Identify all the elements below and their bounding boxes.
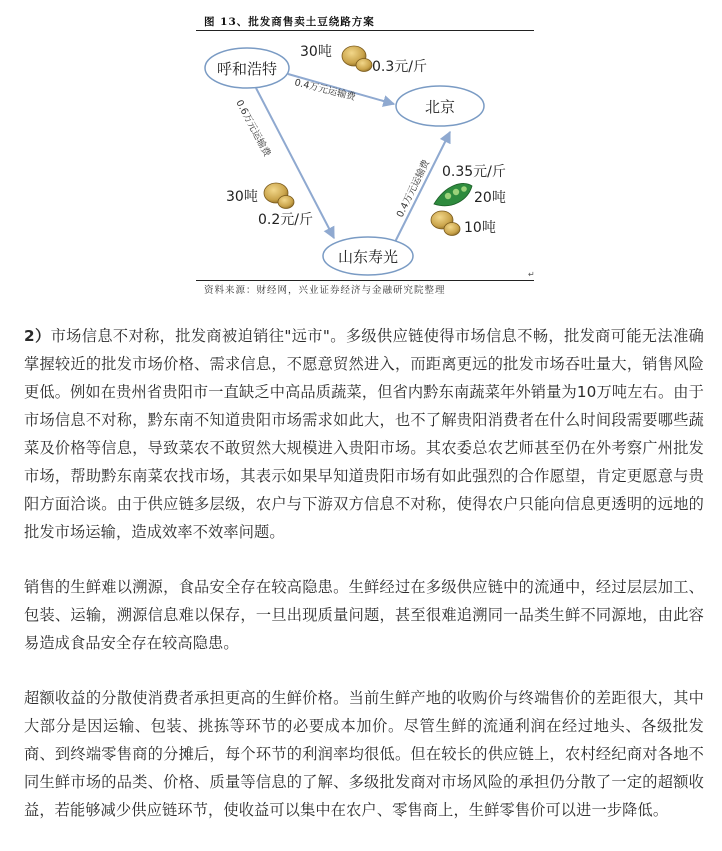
beijing-price: 0.35元/斤 [442, 164, 506, 180]
article-body [24, 322, 704, 851]
paragraph-traceability [24, 573, 704, 657]
paragraph-text: 销售的生鲜难以溯源，食品安全存在较高隐患。生鲜经过在多级供应链中的流通中，经过层层加工、包装、运输，溯源信息难以保存，一旦出现质量问题，甚至很难追溯同一品类生鲜不同源地，由此容易造成食品安全存在较高隐患。 [24, 578, 704, 652]
edge-label-hohhot-shandong: 0.6万元运输费 [233, 98, 273, 159]
potato-icon [431, 211, 460, 236]
node-label-shandong: 山东寿光 [337, 248, 399, 266]
potato-icon [264, 183, 294, 209]
shandong-price: 0.2元/斤 [258, 212, 313, 228]
edge-label-shandong-beijing: 0.4万元运输费 [394, 158, 433, 220]
figure-13 [196, 8, 536, 300]
paragraph-text: 超额收益的分散使消费者承担更高的生鲜价格。当前生鲜产地的收购价与终端售价的差距很大，其中大部分是因运输、包装、挑拣等环节的必要成本加价。尽管生鲜的流通利润在经过地头、各级批发商、到终端零售商的分摊后，每个环节的利润率均很低。但在较长的供应链上，农村经纪商对各地不同生鲜市场的品类、价格、质量等信息的了解、多级批发商对市场风险的承担仍分散了一定的超额收益，若能够减少供应链环节，使收益可以集中在农户、零售商上，生鲜零售价可以进一步降低。 [24, 689, 704, 819]
hohhot-qty: 30吨 [300, 44, 332, 60]
paragraph-text: 市场信息不对称，批发商被迫销往"远市"。多级供应链使得市场信息不畅，批发商可能无法准确掌握较近的批发市场价格、需求信息，不愿意贸然进入，而距离更远的批发市场吞吐量大，销售风险更低。例如在贵州省贵阳市一直缺乏中高品质蔬菜，但省内黔东南蔬菜年外销量为10万吨左右。由于市场信息不对称，黔东南不知道贵阳市场需求如此大，也不了解贵阳消费者在什么时间段需要哪些蔬菜及价格等信息，导致菜农不敢贸然大规模进入贵阳市场。其农委总农艺师甚至仍在外考察广州批发市场，帮助黔东南菜农找市场，其表示如果早知道贵阳市场有如此强烈的合作愿望，肯定更愿意与贵阳方面洽谈。由于供应链多层级，农户与下游双方信息不对称，使得农户只能向信息更透明的远地的批发市场运输，造成效率不效率问题。 [24, 327, 705, 541]
paragraph-number: 2） [24, 327, 51, 345]
node-label-beijing: 北京 [424, 98, 456, 116]
beijing-qty-2: 10吨 [464, 220, 496, 236]
return-mark: ↵ [528, 270, 535, 279]
peapod-icon [434, 183, 472, 205]
edge-label-hohhot-beijing: 0.4万元运输费 [293, 77, 357, 104]
potato-icon [342, 46, 372, 72]
node-label-hohhot: 呼和浩特 [216, 60, 278, 78]
paragraph-market-info [24, 322, 704, 546]
route-diagram [196, 8, 536, 280]
paragraph-excess-profit [24, 684, 704, 824]
figure-title: 图 13、批发商售卖土豆绕路方案 [204, 16, 375, 28]
figure-bottom-rule [196, 280, 534, 281]
hohhot-price: 0.3元/斤 [372, 59, 427, 75]
shandong-qty: 30吨 [226, 189, 258, 205]
beijing-qty-1: 20吨 [474, 190, 506, 206]
figure-source: 资料来源：财经网，兴业证券经济与金融研究院整理 [204, 285, 446, 296]
